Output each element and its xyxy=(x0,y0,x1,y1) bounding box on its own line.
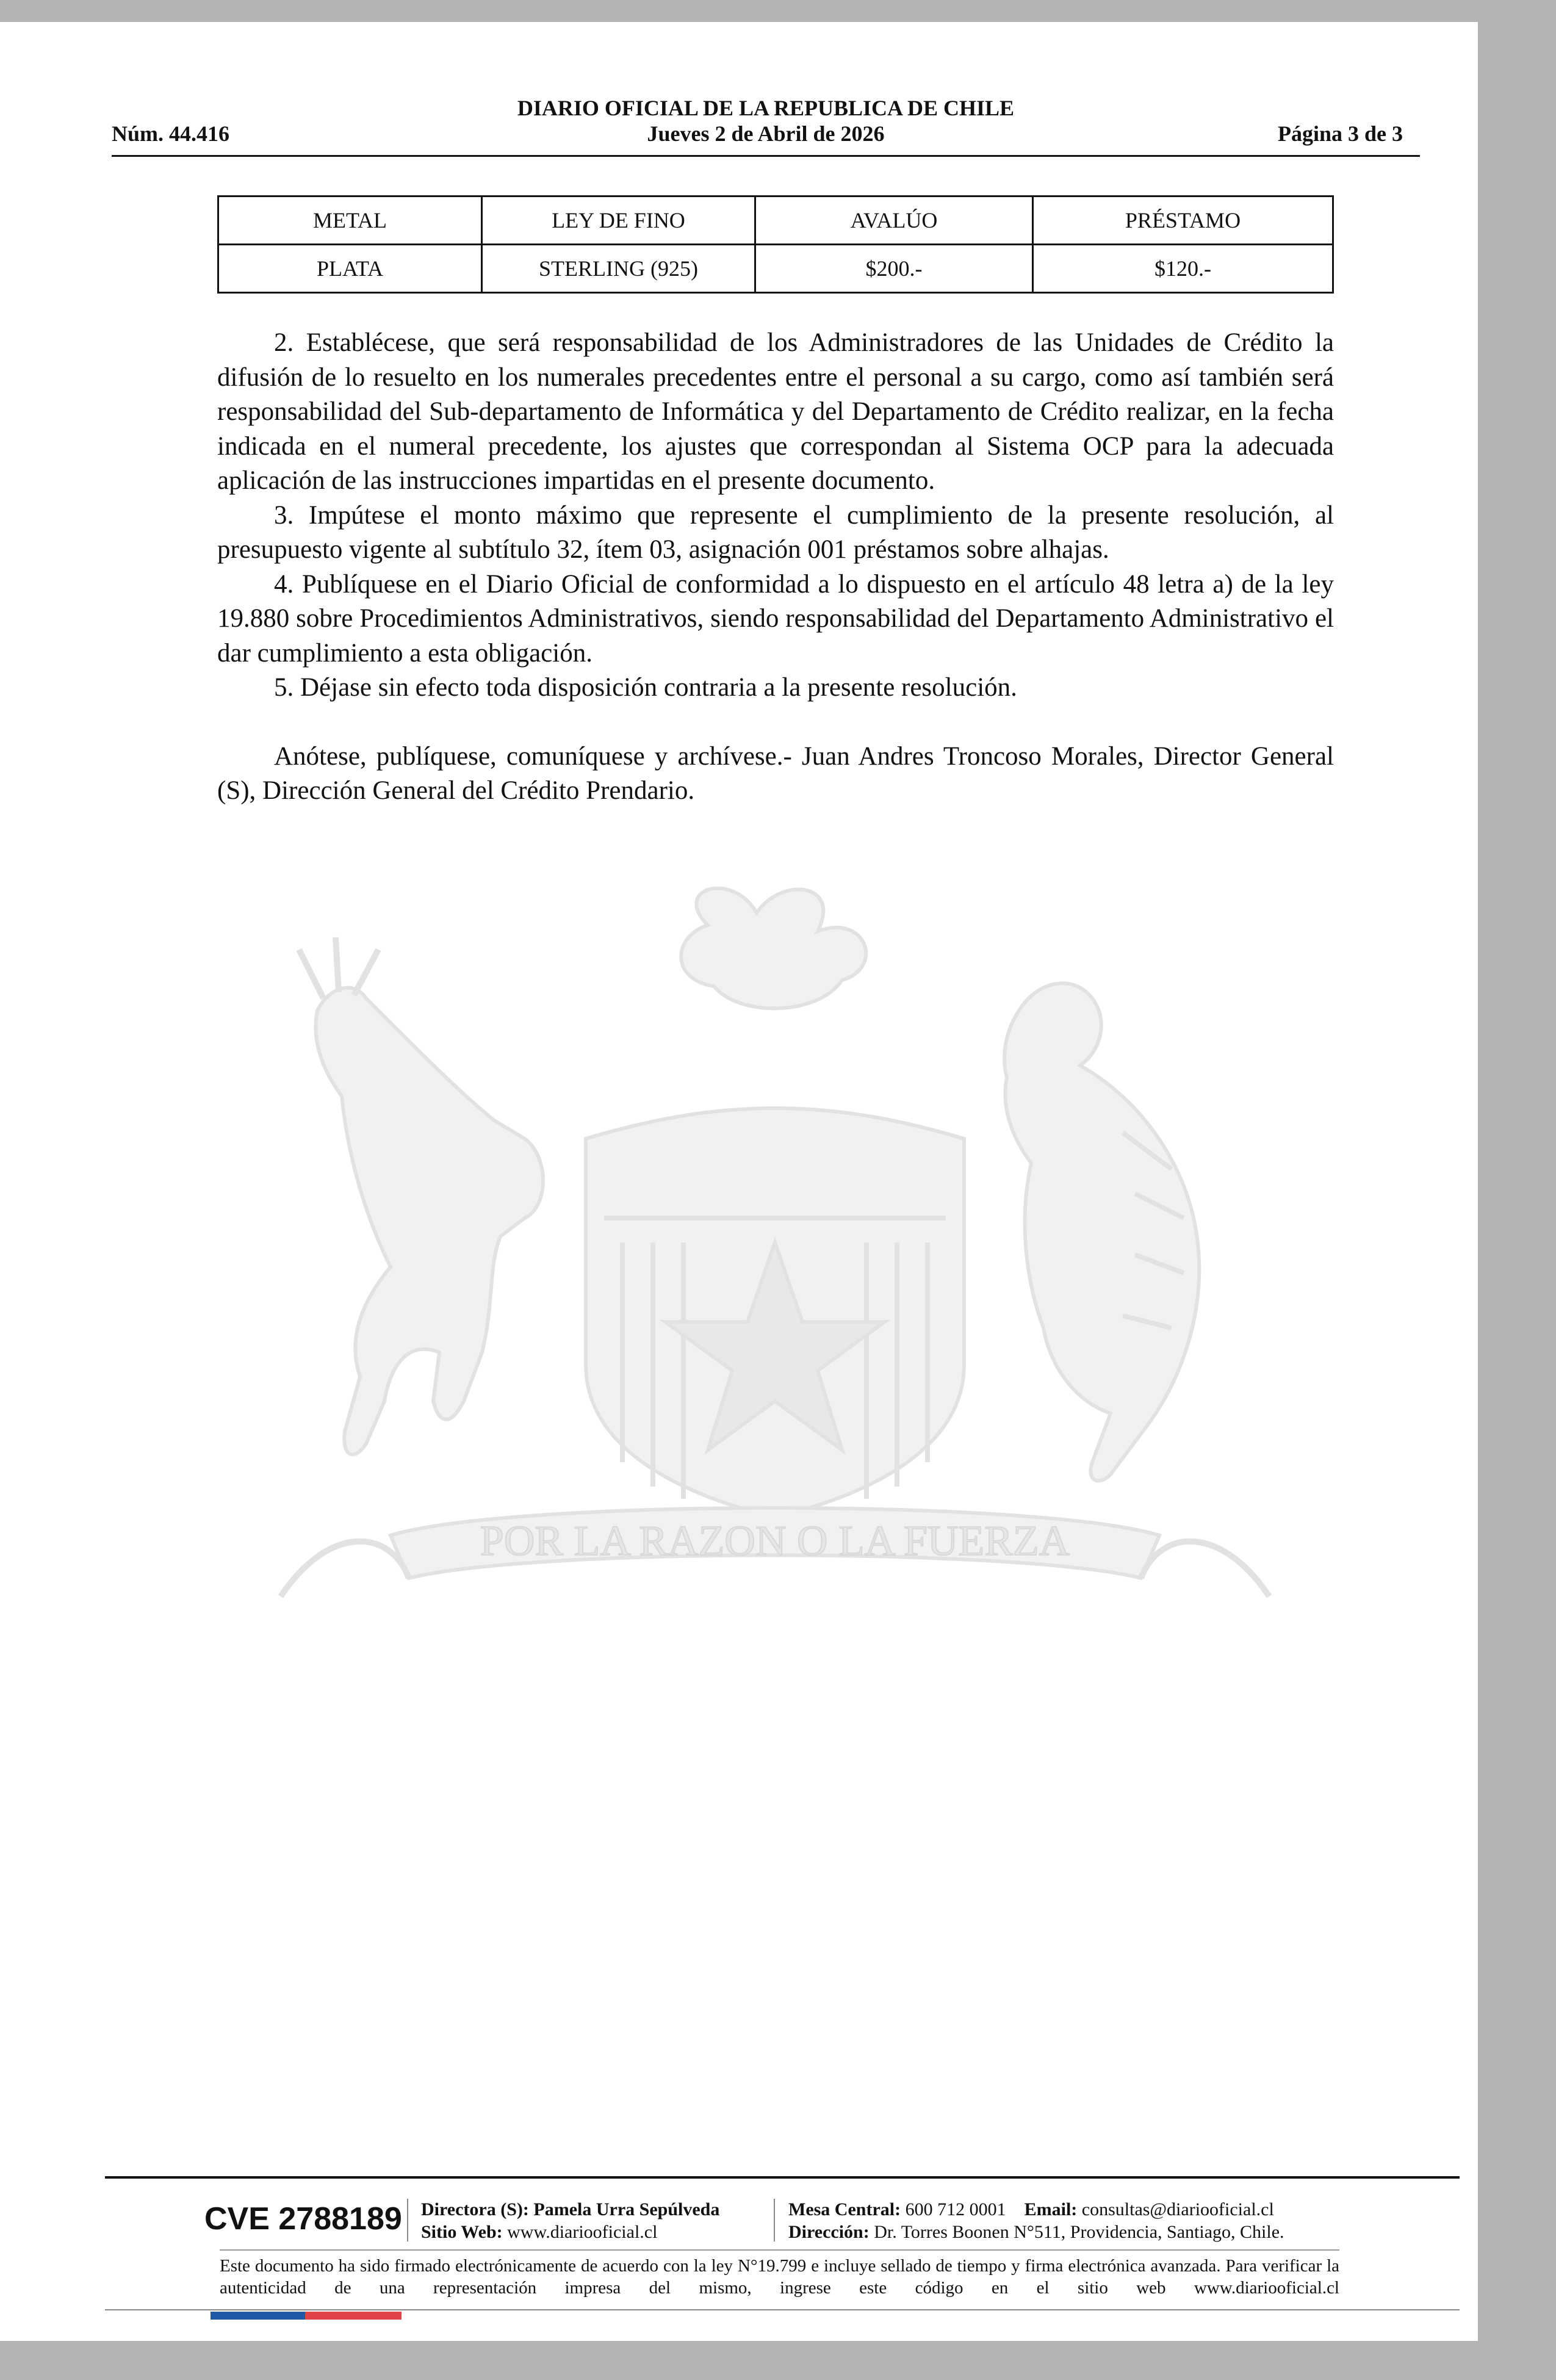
footer-contact-left xyxy=(421,2198,719,2243)
table-header-row xyxy=(218,197,1333,245)
address-value: Dr. Torres Boonen N°511, Providencia, Santiago, Chile. xyxy=(874,2222,1284,2242)
footer-divider xyxy=(105,2176,1460,2179)
issue-date: Jueves 2 de Abril de 2026 xyxy=(647,121,885,146)
email-link[interactable]: consultas@diariooficial.cl xyxy=(1081,2199,1274,2220)
footer-separator xyxy=(774,2199,775,2241)
footer-divider xyxy=(220,2249,1339,2251)
legal-notice: Este documento ha sido firmado electrónicamente de acuerdo con la ley N°19.799 e incluye sellado de tiempo y firma electrónica avanzada. Para verificar la autenticidad de una representación impresa del mismo, ingrese este código en el sitio web www.diariooficial.cl xyxy=(220,2256,1339,2298)
paragraph: 3. Impútese el monto máximo que represente el cumplimiento de la presente resolución, al presupuesto vigente al subtítulo 32, ítem 03, asignación 001 préstamos sobre alhajas. xyxy=(217,500,1334,564)
header-divider xyxy=(112,155,1420,157)
table-cell: $120.- xyxy=(1033,245,1333,293)
page-indicator: Página 3 de 3 xyxy=(1277,121,1403,146)
table-cell: STERLING (925) xyxy=(482,245,755,293)
phone-number: 600 712 0001 xyxy=(905,2199,1006,2220)
table-cell: PLATA xyxy=(218,245,482,293)
footer-contact-right xyxy=(788,2198,1284,2243)
footer-separator xyxy=(407,2199,408,2241)
issue-number: Núm. 44.416 xyxy=(112,121,230,146)
resolution-body xyxy=(217,326,1334,809)
director-label: Directora (S): xyxy=(421,2199,529,2220)
footer-divider xyxy=(105,2309,1460,2310)
website-link[interactable]: www.diariooficial.cl xyxy=(507,2222,658,2242)
director-name: Pamela Urra Sepúlveda xyxy=(533,2199,720,2220)
cve-code: CVE 2788189 xyxy=(204,2201,402,2237)
address-label: Dirección: xyxy=(788,2222,870,2242)
valuation-table xyxy=(217,195,1334,294)
website-label: Sitio Web: xyxy=(421,2222,503,2242)
gazette-title: DIARIO OFICIAL DE LA REPUBLICA DE CHILE xyxy=(517,96,1015,120)
closing-signature: Anótese, publíquese, comuníquese y archívese.- Juan Andres Troncoso Morales, Director General (S), Dirección General del Crédito Prendario. xyxy=(217,741,1334,805)
table-header-cell: METAL xyxy=(218,197,482,245)
flag-stripe-blue xyxy=(211,2312,305,2320)
phone-label: Mesa Central: xyxy=(788,2199,901,2220)
email-label: Email: xyxy=(1024,2199,1078,2220)
paragraph: 5. Déjase sin efecto toda disposición contraria a la presente resolución. xyxy=(274,673,1017,702)
table-header-cell: LEY DE FINO xyxy=(482,197,755,245)
motto-text: POR LA RAZON O LA FUERZA xyxy=(480,1518,1070,1565)
chile-coat-of-arms-icon xyxy=(207,876,1342,1688)
table-cell: $200.- xyxy=(755,245,1033,293)
table-header-cell: PRÉSTAMO xyxy=(1033,197,1333,245)
paragraph: 2. Establécese, que será responsabilidad de los Administradores de las Unidades de Crédito la difusión de lo resuelto en los numerales precedentes entre el personal a su cargo, como así también será responsabilidad del Sub-departamento de Informática y del Departamento de Crédito realizar, en la fecha indicada en el numeral precedente, los ajustes que correspondan al Sistema OCP para la adecuada aplicación de las instrucciones impartidas en el presente documento. xyxy=(217,328,1334,495)
flag-stripe-red xyxy=(305,2312,402,2320)
table-header-cell: AVALÚO xyxy=(755,197,1033,245)
paragraph: 4. Publíquese en el Diario Oficial de conformidad a lo dispuesto en el artículo 48 letra a) de la ley 19.880 sobre Procedimientos Administrativos, siendo responsabilidad del Departamento Administrativo el dar cumplimiento a esta obligación. xyxy=(217,569,1334,668)
document-page xyxy=(0,22,1478,2341)
table-row xyxy=(218,245,1333,293)
